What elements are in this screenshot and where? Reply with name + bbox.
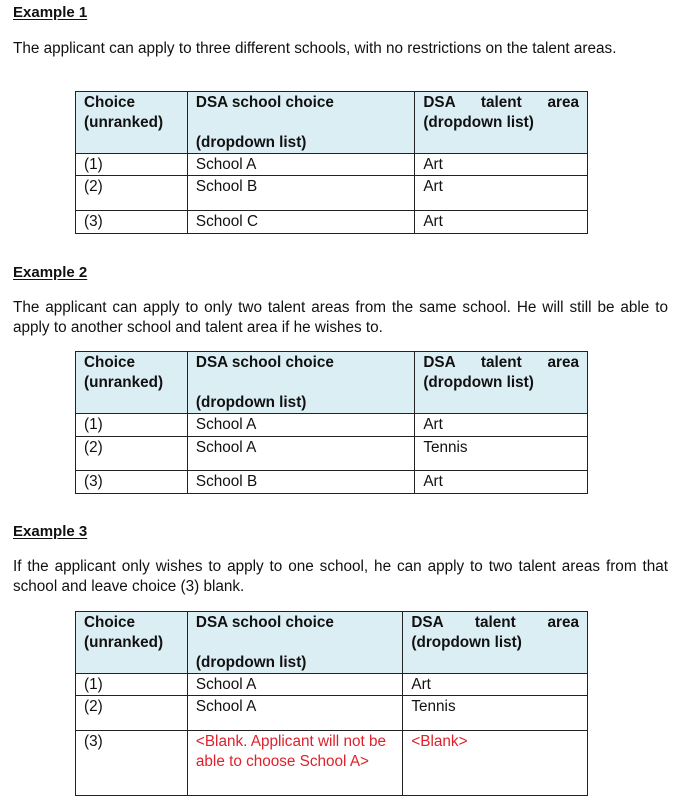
example-1-description: The applicant can apply to three different schools, with no restrictions on the talent areas.: [13, 40, 617, 57]
header-label: (dropdown list): [423, 114, 534, 131]
table-header-row: [76, 352, 588, 414]
table-header-row: [76, 612, 588, 674]
table-row: [76, 471, 588, 494]
cell-talent: Art: [403, 674, 588, 696]
header-label: DSA talent area: [423, 94, 579, 111]
table-row: [76, 674, 588, 696]
header-label: DSA school choice: [195, 94, 334, 111]
table-row: [76, 211, 588, 234]
table-header-row: [76, 92, 588, 154]
cell-school: School A: [187, 696, 402, 731]
cell-school: School B: [187, 176, 414, 211]
example-3-table: [75, 611, 588, 796]
example-3-heading: Example 3: [13, 523, 88, 540]
cell-school: School A: [187, 437, 414, 471]
header-label: Choice: [84, 354, 135, 371]
header-label: (dropdown list): [195, 394, 307, 411]
cell-talent-blank: <Blank>: [403, 731, 588, 796]
example-2-table: [75, 351, 588, 494]
cell-talent: Art: [415, 414, 588, 437]
header-label: (unranked): [84, 374, 164, 391]
example-1-table: [75, 91, 588, 234]
cell-choice: (1): [76, 154, 188, 176]
cell-choice: (2): [76, 437, 188, 471]
header-choice: [76, 92, 188, 154]
header-school: [187, 92, 414, 154]
header-label: DSA school choice: [195, 354, 334, 371]
cell-choice: (3): [76, 211, 188, 234]
header-talent: [415, 92, 588, 154]
header-choice: [76, 352, 188, 414]
cell-choice: (1): [76, 414, 188, 437]
cell-talent: Art: [415, 211, 588, 234]
example-3-description: If the applicant only wishes to apply to one school, he can apply to two talent areas from that school and leave choice (3) blank.: [13, 558, 668, 595]
header-label: (dropdown list): [411, 634, 522, 651]
cell-talent: Art: [415, 471, 588, 494]
cell-school: School C: [187, 211, 414, 234]
cell-choice: (2): [76, 176, 188, 211]
cell-choice: (1): [76, 674, 188, 696]
cell-talent: Art: [415, 176, 588, 211]
table-row: [76, 176, 588, 211]
cell-talent: Tennis: [403, 696, 588, 731]
cell-choice: (3): [76, 731, 188, 796]
header-label: Choice: [84, 614, 135, 631]
header-school: [187, 612, 402, 674]
example-1-heading: Example 1: [13, 4, 88, 21]
cell-choice: (2): [76, 696, 188, 731]
table-row: [76, 154, 588, 176]
header-label: (dropdown list): [195, 134, 307, 151]
cell-school: School A: [187, 414, 414, 437]
header-school: [187, 352, 414, 414]
example-2-description: The applicant can apply to only two talent areas from the same school. He will still be able to apply to another school and talent area if he wishes to.: [13, 299, 668, 336]
table-row: [76, 437, 588, 471]
header-label: (unranked): [84, 114, 164, 131]
header-talent: [415, 352, 588, 414]
cell-school: School A: [187, 674, 402, 696]
header-label: (unranked): [84, 634, 164, 651]
header-label: (dropdown list): [423, 374, 534, 391]
cell-talent: Tennis: [415, 437, 588, 471]
cell-school-blank-note: <Blank. Applicant will not be able to choose School A>: [187, 731, 402, 796]
cell-school: School B: [187, 471, 414, 494]
header-talent: [403, 612, 588, 674]
cell-school: School A: [187, 154, 414, 176]
table-row: [76, 731, 588, 796]
example-2-heading: Example 2: [13, 264, 88, 281]
header-label: DSA talent area: [423, 354, 579, 371]
table-row: [76, 696, 588, 731]
cell-choice: (3): [76, 471, 188, 494]
table-row: [76, 414, 588, 437]
cell-talent: Art: [415, 154, 588, 176]
header-label: (dropdown list): [195, 654, 307, 671]
header-choice: [76, 612, 188, 674]
header-label: Choice: [84, 94, 135, 111]
header-label: DSA talent area: [411, 614, 579, 631]
header-label: DSA school choice: [195, 614, 334, 631]
